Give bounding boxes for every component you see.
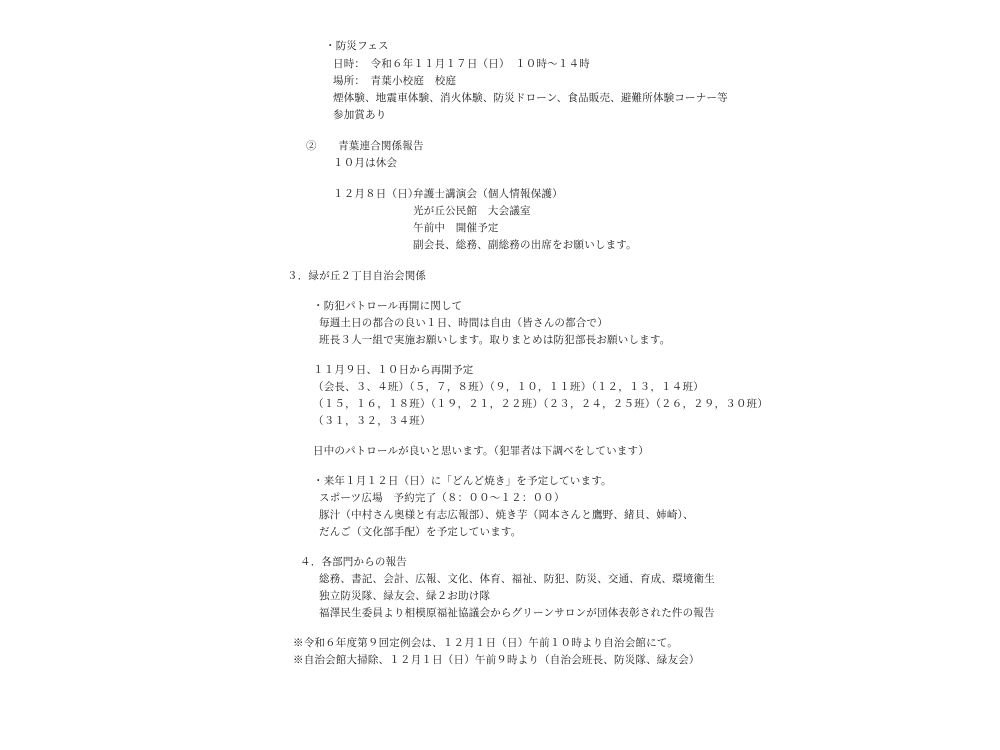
- bousai-fes-date: 日時： 令和６年１１月１７日（日） １０時～１４時: [333, 58, 590, 70]
- aoba-rengo-october: １０月は休会: [333, 157, 398, 169]
- dondo-heading: ・来年１月１２日（日）に「どんど焼き」を予定しています。: [313, 475, 612, 487]
- note-regular-meeting: ※令和６年度第９回定例会は、１２月１日（日）午前１０時より自治会館にて。: [293, 637, 678, 649]
- daytime-patrol-note: 日中のパトロールが良いと思います。（犯罪者は下調べをしています）: [313, 445, 649, 457]
- dondo-reservation: スポーツ広場 予約完了（８：００～１２：００）: [319, 492, 565, 504]
- dondo-tonjiru: 豚汁（中村さん奥様と有志広報部）、焼き芋（岡本さんと鷹野、緒貝、姉崎）、: [319, 509, 694, 521]
- schedule-groups-1: （会長、３、４班）（５，７，８班）（９，１０，１１班）（１２，１３，１４班）: [313, 381, 704, 393]
- schedule-groups-2: （１５，１６，１８班）（１９，２１，２２班）（２３，２４，２５班）（２６，２９，３０班）: [313, 398, 769, 410]
- schedule-start: １１月９日、１０日から再開予定: [313, 364, 474, 376]
- bousai-fes-place: 場所： 青葉小校庭 校庭: [333, 75, 457, 87]
- dondo-dango: だんご（文化部手配）を予定しています。: [319, 526, 522, 538]
- schedule-groups-3: （３１，３２，３４班）: [313, 415, 431, 427]
- section4-line-2: 独立防災隊、緑友会、緑２お助け隊: [319, 590, 491, 602]
- note-cleanup: ※自治会館大掃除、１２月１日（日）午前９時より（自治会班長、防災隊、緑友会）: [293, 654, 700, 666]
- december-date: １２月８日（日）: [333, 188, 419, 200]
- december-event: 弁護士講演会（個人情報保護）: [413, 188, 563, 200]
- december-time: 午前中 開催予定: [413, 222, 499, 234]
- patrol-line-1: 毎週土日の都合の良い１日、時間は自由（皆さんの都合で）: [319, 317, 608, 329]
- patrol-line-2: 班長３人一組で実施お願いします。取りまとめは防犯部長お願いします。: [319, 334, 671, 346]
- patrol-heading: ・防犯パトロール再開に関して: [313, 300, 463, 312]
- december-request: 副会長、総務、副総務の出席をお願いします。: [413, 239, 637, 251]
- december-place: 光が丘公民館 大会議室: [413, 205, 531, 217]
- section4-line-3: 福澤民生委員より相模原福祉協議会からグリーンサロンが団体表彰された件の報告: [319, 607, 715, 619]
- section4-line-1: 総務、書記、会計、広報、文化、体育、福祉、防犯、防災、交通、育成、環境衛生: [319, 573, 715, 585]
- bousai-fes-activities: 煙体験、地震車体験、消火体験、防災ドローン、食品販売、避難所体験コーナー等: [333, 92, 728, 104]
- bousai-fes-heading: ・防災フェス: [325, 40, 389, 52]
- bousai-fes-prize: 参加賞あり: [333, 109, 387, 121]
- aoba-rengo-heading: ② 青葉連合関係報告: [306, 140, 424, 152]
- section4-heading: ４．各部門からの報告: [300, 556, 407, 568]
- section3-heading: ３．緑が丘２丁目自治会関係: [287, 270, 427, 282]
